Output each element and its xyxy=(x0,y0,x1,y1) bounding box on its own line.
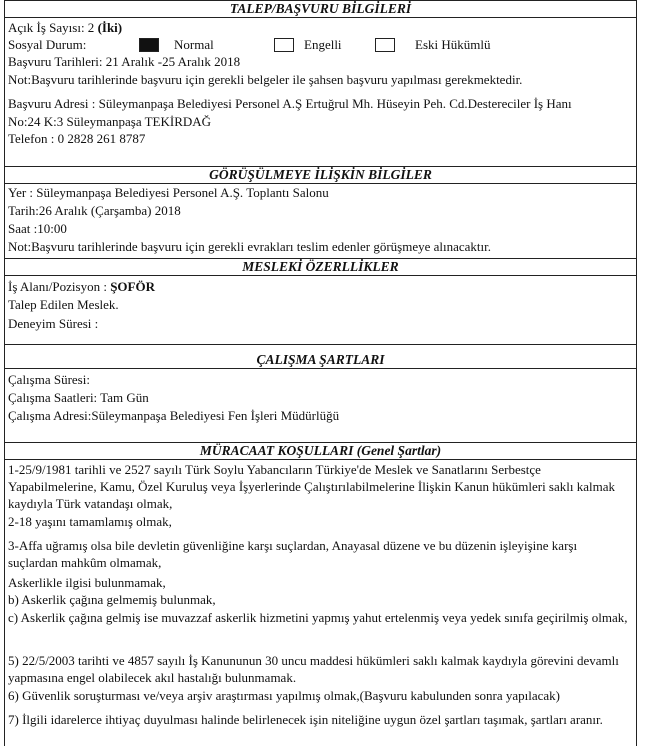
eski-hukumlu-label: Eski Hükümlü xyxy=(415,37,491,52)
sosyal-durum-row xyxy=(8,37,628,53)
acik-is-sayisi xyxy=(8,20,122,36)
kosul-4c: c) Askerlik çağına gelmiş ise muvazzaf askerlik hizmetini yapmış yahut ertelenmiş veya yedek sınıfa geçirilmiş olmak, xyxy=(8,610,628,625)
calisma-section xyxy=(5,344,636,442)
acik-is-value: (İki) xyxy=(97,20,123,35)
talep-section xyxy=(5,0,636,164)
gorusme-not: Not:Başvuru tarihlerinde başvuru için gerekli evrakları teslim edenler görüşmeye alınacaktır. xyxy=(8,239,491,254)
meslek-title: MESLEKİ ÖZERLLİKLER xyxy=(5,259,636,276)
muracaat-title: MÜRACAAT KOŞULLARI (Genel Şartlar) xyxy=(5,443,636,460)
engelli-checkbox[interactable] xyxy=(274,38,294,52)
acik-is-label: Açık İş Sayısı: 2 xyxy=(8,20,95,35)
gorusme-yer: Yer : Süleymanpaşa Belediyesi Personel A.Ş. Toplantı Salonu xyxy=(8,185,329,200)
telefon: Telefon : 0 2828 261 8787 xyxy=(8,131,146,146)
engelli-label: Engelli xyxy=(304,37,342,52)
eski-hukumlu-checkbox[interactable] xyxy=(375,38,395,52)
is-alani-label: İş Alanı/Pozisyon : xyxy=(8,279,107,294)
calisma-saatleri: Çalışma Saatleri: Tam Gün xyxy=(8,390,149,405)
talep-title: TALEP/BAŞVURU BİLGİLERİ xyxy=(5,1,636,18)
kosul-2: 2-18 yaşını tamamlamış olmak, xyxy=(8,514,172,529)
basvuru-adresi-2: No:24 K:3 Süleymanpaşa TEKİRDAĞ xyxy=(8,114,212,129)
basvuru-tarihleri: Başvuru Tarihleri: 21 Aralık -25 Aralık 2018 xyxy=(8,54,241,69)
kosul-4: Askerlikle ilgisi bulunmamak, xyxy=(8,575,166,590)
gorusme-section xyxy=(5,166,636,258)
basvuru-adresi-1: Başvuru Adresi : Süleymanpaşa Belediyesi Personel A.Ş Ertuğrul Mh. Hüseyin Peh. Cd.Destereciler İş Hanı xyxy=(8,96,572,111)
sosyal-durum-label: Sosyal Durum: xyxy=(8,37,87,52)
talep-edilen-meslek: Talep Edilen Meslek. xyxy=(8,297,119,312)
kosul-3: 3-Affa uğramış olsa bile devletin güvenliğine karşı suçlardan, Anayasal düzene ve bu düzenin işleyişine karşı suçlardan mahkûm olmamak, xyxy=(8,538,578,570)
calisma-adresi: Çalışma Adresi:Süleymanpaşa Belediyesi Fen İşleri Müdürlüğü xyxy=(8,408,340,423)
is-alani-value: ŞOFÖR xyxy=(110,279,155,294)
kosul-4b: b) Askerlik çağına gelmemiş bulunmak, xyxy=(8,592,216,607)
kosul-7: 7) İlgili idarelerce ihtiyaç duyulması halinde belirlenecek işin niteliğine uygun özel şartları taşımak, şartları aranır. xyxy=(8,712,603,727)
talep-not: Not:Başvuru tarihlerinde başvuru için gerekli belgeler ile şahsen başvuru yapılması gerekmektedir. xyxy=(8,72,523,87)
kosul-1: 1-25/9/1981 tarihli ve 2527 sayılı Türk Soylu Yabancıların Türkiye'de Meslek ve Sanatlarını Serbestçe Yapabilmelerine, Kamu, Özel Kuruluş veya İşyerlerinde Çalıştırılabilmelerine İlişkin Kanun hükümleri saklı kalmak kaydıyla Türk vatandaşı olmak, xyxy=(8,462,615,511)
kosul-6: 6) Güvenlik soruşturması ve/veya arşiv araştırması yapılmış olmak,(Başvuru kabulunden sonra yapılacak) xyxy=(8,688,560,703)
is-alani-row xyxy=(8,279,155,295)
calisma-title: ÇALIŞMA ŞARTLARI xyxy=(5,352,636,369)
normal-label: Normal xyxy=(174,37,214,52)
muracaat-section xyxy=(5,442,636,746)
deneyim-suresi: Deneyim Süresi : xyxy=(8,316,99,331)
kosul-5: 5) 22/5/2003 tarihti ve 4857 sayılı İş Kanununun 30 uncu maddesi hükümleri saklı kalmak kaydıyla görevini devamlı yapmasına engel olabilecek akıl hastalığı bulunmamak. xyxy=(8,653,619,685)
calisma-suresi: Çalışma Süresi: xyxy=(8,372,90,387)
gorusme-saat: Saat :10:00 xyxy=(8,221,67,236)
gorusme-tarih: Tarih:26 Aralık (Çarşamba) 2018 xyxy=(8,203,181,218)
gorusme-title: GÖRÜŞÜLMEYE İLİŞKİN BİLGİLER xyxy=(5,167,636,184)
normal-checkbox[interactable] xyxy=(139,38,159,52)
meslek-section xyxy=(5,258,636,344)
application-form xyxy=(4,0,637,746)
